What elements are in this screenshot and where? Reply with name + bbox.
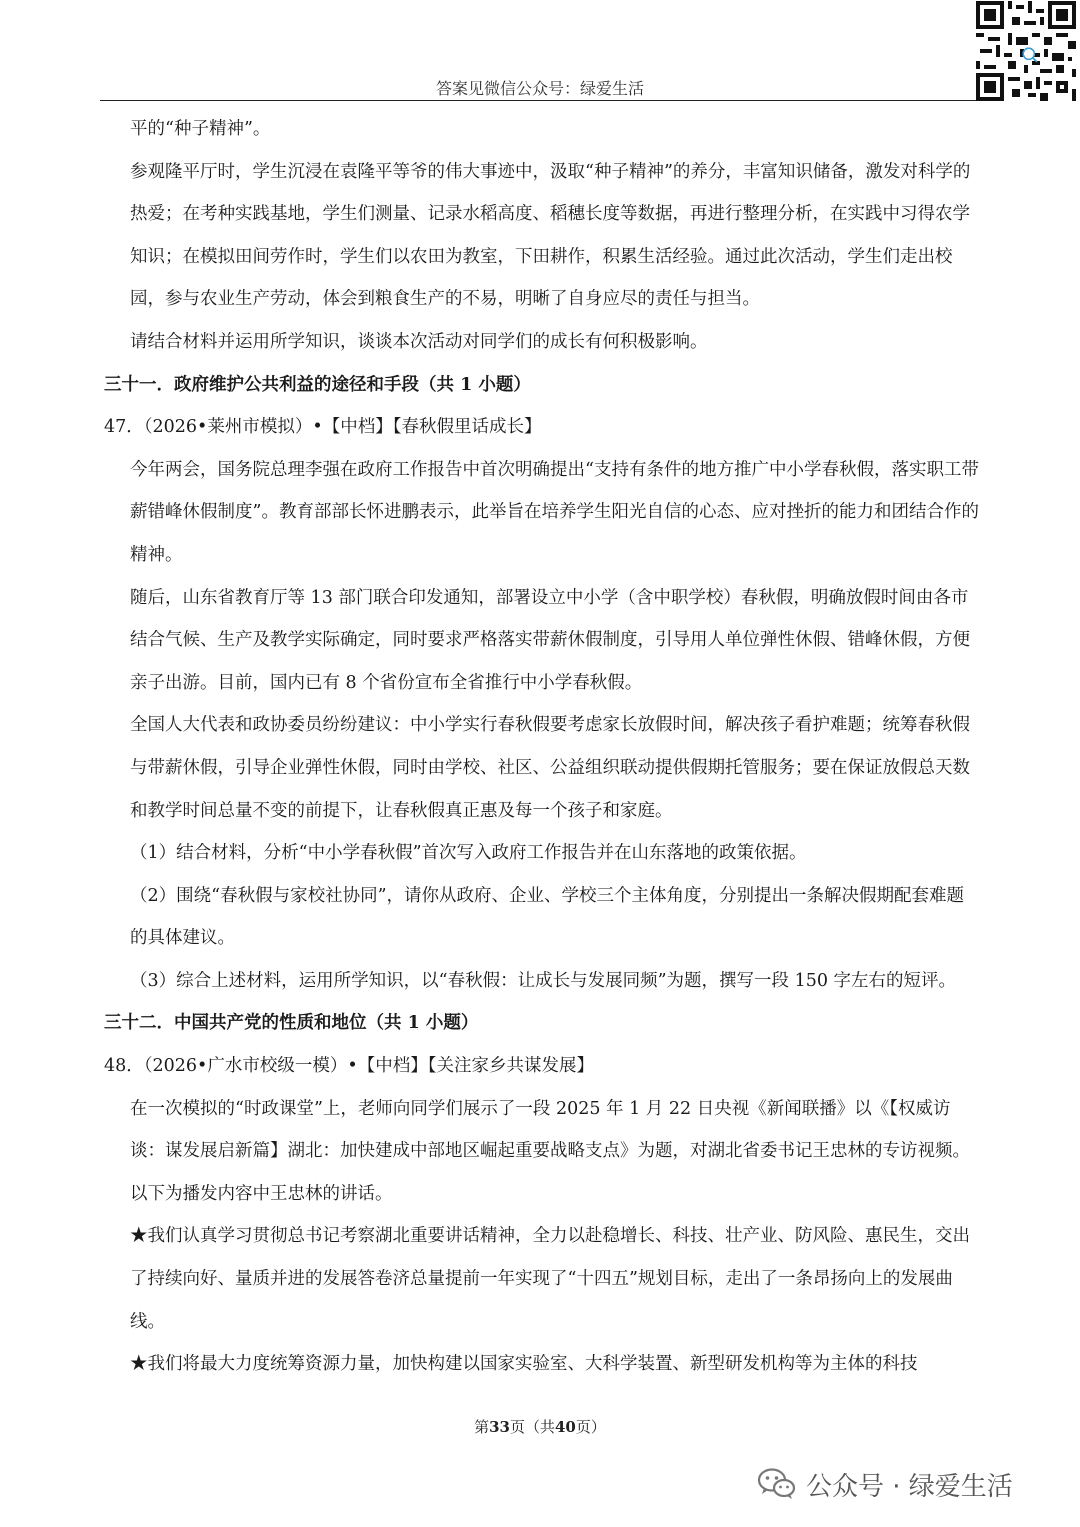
question-48-paragraph-3: ★我们将最大力度统筹资源力量，加快构建以国家实验室、大科学装置、新型研发机构等为主体的科技 (130, 1354, 918, 1375)
wechat-watermark (758, 1464, 1013, 1504)
paragraph-intro-question: 请结合材料并运用所学知识，谈谈本次活动对同学们的成长有何积极影响。 (130, 331, 708, 352)
document-body (104, 108, 980, 1386)
section-31-heading: 三十一．政府维护公共利益的途径和手段（共 1 小题） (104, 374, 531, 395)
question-48-paragraph-1: 在一次模拟的“时政课堂”上，老师向同学们展示了一段 2025 年 1 月 22 日央视《新闻联播》以《【权威访谈：谋发展启新篇】湖北：加快建成中部地区崛起重要战略支点》为题，对湖北省委书记王忠林的专访视频。以下为播发内容中王忠林的讲话。 (130, 1098, 970, 1204)
paragraph-continuation: 平的“种子精神”。 (130, 119, 271, 139)
watermark-text: 公众号 · 绿爱生活 (806, 1471, 1013, 1502)
footer-page-number: 33 (489, 1418, 510, 1436)
page-footer (0, 1416, 1080, 1437)
question-47-sub-1: （1）结合材料，分析“中小学春秋假”首次写入政府工作报告并在山东落地的政策依据。 (130, 843, 807, 864)
question-47-paragraph-2: 随后，山东省教育厅等 13 部门联合印发通知，部署设立中小学（含中职学校）春秋假，明确放假时间由各市结合气候、生产及教学实际确定，同时要求严格落实带薪休假制度，引导用人单位弹性休假、错峰休假，方便亲子出游。目前，国内已有 8 个省份宣布全省推行中小学春秋假。 (130, 587, 970, 693)
footer-total-pages: 40 (555, 1418, 576, 1436)
header-divider (100, 100, 980, 101)
question-47-header: 47．（2026•莱州市模拟）•【中档】【春秋假里话成长】 (104, 417, 542, 438)
footer-prefix: 第 (474, 1418, 490, 1436)
footer-mid: 页（共 (509, 1418, 555, 1436)
question-48-paragraph-2: ★我们认真学习贯彻总书记考察湖北重要讲话精神，全力以赴稳增长、科技、壮产业、防风险、惠民生，交出了持续向好、量质并进的发展答卷济总量提前一年实现了“十四五”规划目标，走出了一条昂扬向上的发展曲线。 (130, 1226, 970, 1332)
question-47-sub-2: （2）围绕“春秋假与家校社协同”，请你从政府、企业、学校三个主体角度，分别提出一条解决假期配套难题的具体建议。 (130, 885, 965, 949)
section-32-heading: 三十二．中国共产党的性质和地位（共 1 小题） (104, 1013, 479, 1034)
page-header: 答案见微信公众号：绿爱生活 (435, 79, 644, 98)
wechat-icon (758, 1468, 796, 1500)
question-48-header: 48．（2026•广水市校级一模）•【中档】【关注家乡共谋发展】 (104, 1056, 594, 1077)
question-47-paragraph-3: 全国人大代表和政协委员纷纷建议：中小学实行春秋假要考虑家长放假时间，解决孩子看护难题；统筹春秋假与带薪休假，引导企业弹性休假，同时由学校、社区、公益组织联动提供假期托管服务；要在保证放假总天数和教学时间总量不变的前提下，让春秋假真正惠及每一个孩子和家庭。 (130, 715, 970, 821)
question-47-sub-3: （3）综合上述材料，运用所学知识，以“春秋假：让成长与发展同频”为题，撰写一段 150 字左右的短评。 (130, 970, 957, 991)
paragraph-intro: 参观隆平厅时，学生沉浸在袁隆平等爷的伟大事迹中，汲取“种子精神”的养分，丰富知识储备，激发对科学的热爱；在考种实践基地，学生们测量、记录水稻高度、稻穗长度等数据，再进行整理分析，在实践中习得农学知识；在模拟田间劳作时，学生们以农田为教室，下田耕作，积累生活经验。通过此次活动，学生们走出校园，参与农业生产劳动，体会到粮食生产的不易，明晰了自身应尽的责任与担当。 (130, 161, 971, 310)
footer-suffix: 页） (575, 1418, 606, 1436)
question-47-paragraph-1: 今年两会，国务院总理李强在政府工作报告中首次明确提出“支持有条件的地方推广中小学春秋假，落实职工带薪错峰休假制度”。教育部部长怀进鹏表示，此举旨在培养学生阳光自信的心态、应对挫折的能力和团结合作的精神。 (130, 459, 979, 565)
qr-code (976, 0, 1076, 102)
